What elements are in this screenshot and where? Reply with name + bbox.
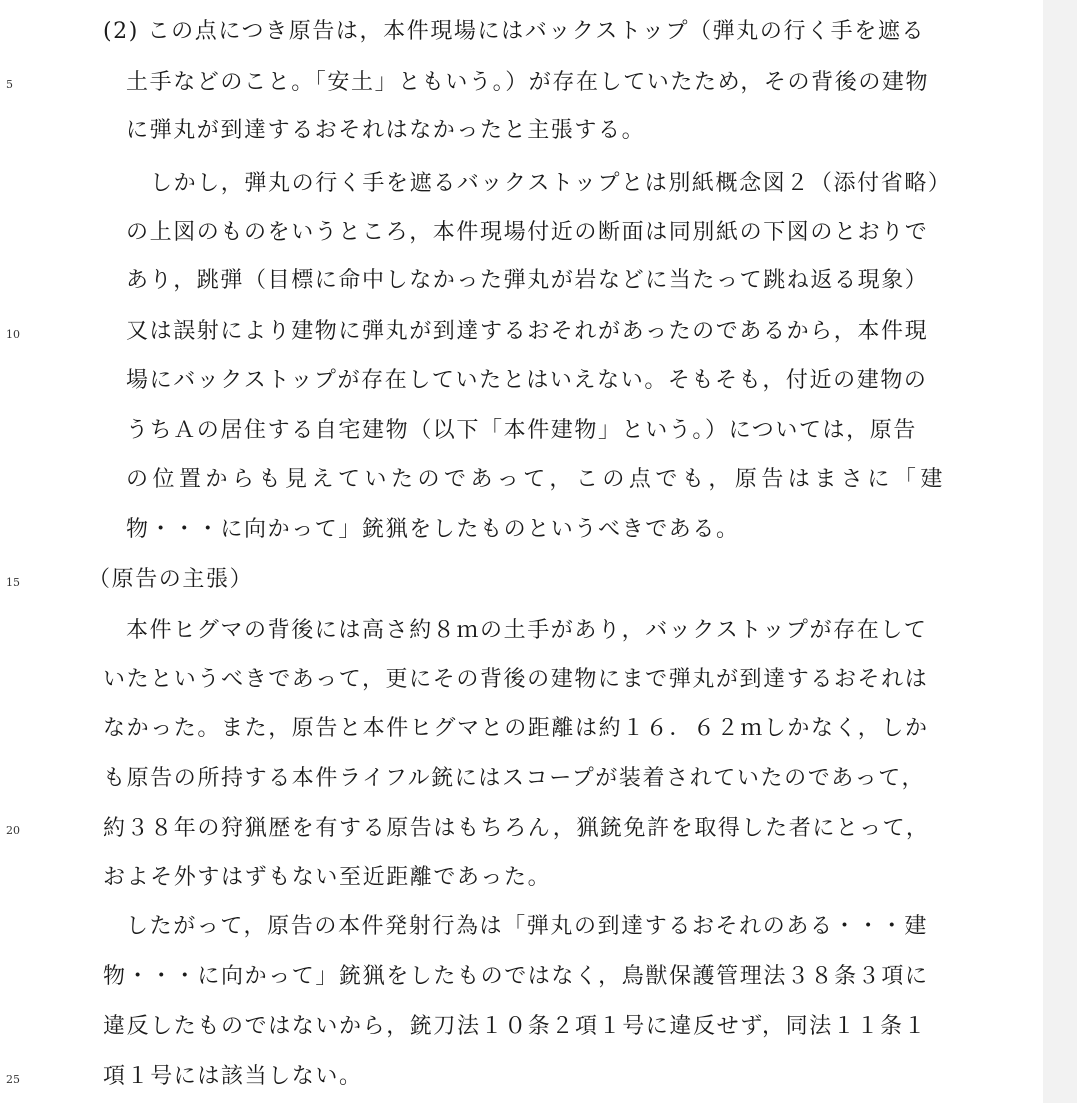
line-number: 10 (6, 328, 20, 341)
text-line: 項１号には該当しない。 (103, 1064, 363, 1089)
text-line: の位置からも見えていたのであって，この点でも，原告はまさに「建 (126, 467, 947, 492)
text-line: 土手などのこと。「安土」ともいう。）が存在していたため，その背後の建物 (126, 70, 930, 95)
text-line: 又は誤射により建物に弾丸が到達するおそれがあったのであるから，本件現 (126, 319, 929, 344)
line-number: 15 (6, 576, 20, 589)
text-line: 物・・・に向かって」銃猟をしたものではなく，鳥獣保護管理法３８条３項に (103, 964, 929, 989)
text-line: 物・・・に向かって」銃猟をしたものというべきである。 (126, 517, 740, 542)
text-line: も原告の所持する本件ライフル銃にはスコープが装着されていたのであって， (103, 766, 926, 791)
text-line: 違反したものではないから，銃刀法１０条２項１号に違反せず，同法１１条１ (103, 1014, 928, 1039)
text-line: しかし，弾丸の行く手を遮るバックストップとは別紙概念図２（添付省略） (150, 171, 952, 196)
text-line: 場にバックストップが存在していたとはいえない。そもそも，付近の建物の (126, 368, 928, 393)
line-number: 20 (6, 824, 20, 837)
text-line: (2) この点につき原告は，本件現場にはバックストップ（弾丸の行く手を遮る (103, 19, 926, 44)
text-line: したがって，原告の本件発射行為は「弾丸の到達するおそれのある・・・建 (126, 914, 928, 939)
text-line: なかった。また，原告と本件ヒグマとの距離は約１６．６２ｍしかなく，しか (103, 716, 929, 741)
text-line: の上図のものをいうところ，本件現場付近の断面は同別紙の下図のとおりで (126, 220, 929, 245)
line-number: 25 (6, 1073, 20, 1086)
section-heading: （原告の主張） (88, 567, 254, 592)
text-line: およそ外すはずもない至近距離であった。 (103, 865, 552, 890)
side-panel (1043, 0, 1077, 1103)
text-line: うちＡの居住する自宅建物（以下「本件建物」という。）については，原告 (126, 418, 917, 443)
text-line: 約３８年の狩猟歴を有する原告はもちろん，猟銃免許を取得した者にとって， (103, 816, 930, 841)
line-number: 5 (6, 78, 13, 91)
text-line: 本件ヒグマの背後には高さ約８ｍの土手があり，バックストップが存在して (126, 618, 928, 643)
text-line: に弾丸が到達するおそれはなかったと主張する。 (126, 118, 646, 143)
text-line: あり，跳弾（目標に命中しなかった弾丸が岩などに当たって跳ね返る現象） (126, 268, 929, 293)
text-line: いたというべきであって，更にその背後の建物にまで弾丸が到達するおそれは (103, 667, 929, 692)
